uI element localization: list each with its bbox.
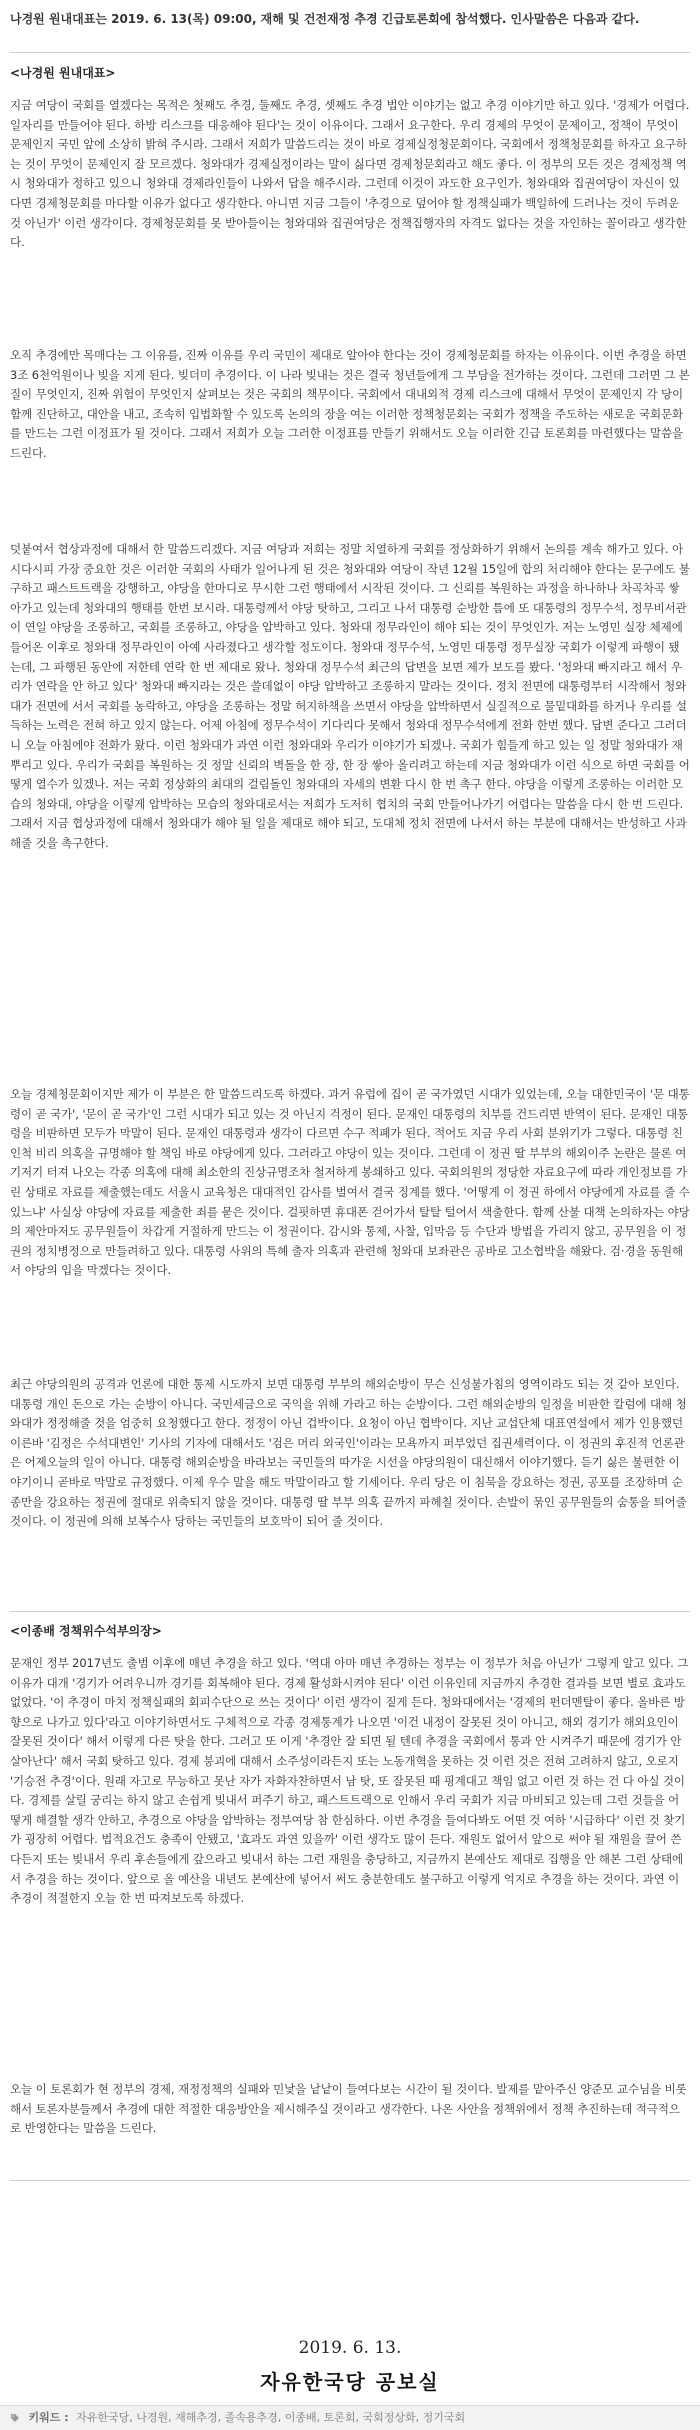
- speaker-heading-1: <나경원 원내대표>: [10, 66, 116, 80]
- divider: [10, 1611, 690, 1612]
- divider: [10, 52, 690, 53]
- lead-paragraph: 나경원 원내대표는 2019. 6. 13(목) 09:00, 재해 및 건전재정 추경 긴급토론회에 참석했다. 인사말씀은 다음과 같다.: [10, 12, 640, 26]
- speech-paragraph: 문재인 정부 2017년도 출범 이후에 매년 추경을 하고 있다. '역대 아마 매년 추경하는 정부는 이 정부가 처음 아닌가' 그렇게 알고 있다. 그 이유가 대개 '경기가 어려우니까 경기를 회복해야 된다. 경제 활성화시켜야 된다' 이런 이유인데 지금까지 추경한 결과를 보면 별로 효과도 없었다. '이 추경이 마치 정책실패의 회피수단으로 쓰는 것이다' 이런 생각이 짙게 든다. 청와대에서는 '경제의 펀더멘탈이 좋다. 올바른 방향으로 나가고 있다'라고 이야기하면서도 구체적으로 각종 경제통계가 나오면 '이건 내정이 잘못된 것이 아니고, 해외 경기가 해외요인이 잘못된 것이다' 해서 이렇게 다른 탓을 한다. 그러고 또 이게 '추경안 잘 되면 될 텐데 추경을 국회에서 통과 안 시켜주기 때문에 경기가 안 살아난다' 해서 국회 탓하고 있다. 경제 붕괴에 대해서 소주성이라든지 또는 노동개혁을 못하는 것 이런 것은 전혀 고려하지 않고, 오로지 '기승전 추경'이다. 원래 자고로 무능하고 못난 자가 자화자찬하면서 남 탓, 또 잘못된 때 핑계대고 책임 없고 이런 것 하는 건 다 아실 것이다. 경제를 살릴 궁리는 하지 않고 손쉽게 빚내서 퍼주기 하고, 패스트트랙으로 인해서 우리 국회가 지금 마비되고 있는데 그런 것들을 어떻게 해결할 생각 안하고, 추경으로 야당을 압박하는 정부여당 참 한심하다. 이번 추경을 들여다봐도 어떤 것 여하 '시급하다' 이런 것 찾기가 굉장히 어렵다. 법적요건도 충족이 안됐고, '효과도 과연 있을까' 이런 생각도 많이 든다. 재원도 없어서 앞으로 써야 될 재원을 끌어 쓴다든지 또는 빚내서 우리 후손들에게 갚으라고 빚내서 하는 그런 재원을 충당하고, 지금까지 본예산도 제대로 집행을 안 해본 그런 상태에서 추경을 하는 것이다. 앞으로 올 예산을 내년도 본예산에 넣어서 써도 충분한데도 불구하고 이렇게 억지로 추경을 하는 것이다. 과연 이 추경이 적절한지 오늘 한 번 따져보도록 하겠다.: [10, 1656, 689, 1906]
- keyword-bar: [0, 2405, 700, 2430]
- keyword-list[interactable]: 자유한국당, 나경원, 재해추경, 졸속용추경, 이종배, 토론회, 국회정상화, 정기국회: [76, 2411, 466, 2424]
- issuing-organization: 자유한국당 공보실: [260, 2370, 440, 2394]
- divider: [10, 2180, 690, 2181]
- speech-paragraph: 최근 야당의원의 공격과 언론에 대한 통제 시도까지 보면 대통령 부부의 해외순방이 무슨 신성불가침의 영역이라도 되는 것 같아 보인다. 대통령 개인 돈으로 가는 순방이 아니다. 국민세금으로 국익을 위해 가라고 하는 순방이다. 그런 해외순방의 일정을 비판한 칼럼에 대해 청와대가 정정해줄 것을 엄중히 요청했다고 한다. 정정이 아닌 겁박이다. 요청이 아닌 협박이다. 지난 교섭단체 대표연설에서 제가 인용했던 이른바 '김정은 수석대변인' 기사의 기자에 대해서도 '검은 머리 외국인'이라는 모욕까지 퍼부었던 집권세력이다. 이 정권의 후진적 언론관은 어제오늘의 일이 아니다. 대통령 해외순방을 바라보는 국민들의 따가운 시선을 야당의원이 대신해서 이야기했다. 듣기 싫은 불편한 이야기이니 곧바로 막말로 규정했다. 이제 우수 말을 해도 막말이라고 할 기세이다. 우리 당은 이 침묵을 강요하는 정권, 공포를 조장하며 순종만을 강요하는 정권에 절대로 위축되지 않을 것이다. 대통령 딸 부부 의혹 끝까지 파헤칠 것이다. 손발이 묶인 공무원들의 숨통을 틔어줄 것이다. 이 정권에 의해 보복수사 당하는 국민들의 보호막이 되어 줄 것이다.: [10, 1377, 687, 1529]
- keyword-label: 키워드 :: [28, 2411, 69, 2424]
- speech-paragraph: 오직 추경에만 목매다는 그 이유를, 진짜 이유를 우리 국민이 제대로 알아야 한다는 것이 경제청문회를 하자는 이유이다. 이번 추경을 하면 3조 6천억원이나 빚을 지게 된다. 빚더미 추경이다. 이 나라 빚내는 것은 결국 청년들에게 그 부담을 전가하는 것이다. 그런데 그러면 그 본질이 무엇인지, 진짜 위험이 무엇인지 살펴보는 것은 국회의 책무이다. 국회에서 대내외적 경제 리스크에 대해서 무엇이 문제인지 각 당이 함께 진단하고, 대안을 내고, 조속히 입법화할 수 있도록 논의의 장을 여는 이러한 정책청문회는 국회가 정책을 주도하는 새로운 국회문화를 만드는 그런 이정표가 될 것이다. 그래서 저희가 오늘 그러한 이정표를 만들기 위해서도 오늘 이러한 긴급 토론회를 마련했다는 말씀을 드린다.: [10, 348, 690, 460]
- speech-paragraph: 덧붙여서 협상과정에 대해서 한 말씀드리겠다. 지금 여당과 저희는 정말 치열하게 국회를 정상화하기 위해서 논의를 계속 해가고 있다. 아시다시피 가장 중요한 것은 이러한 국회의 사태가 일어나게 된 것은 청와대와 여당이 작년 12월 15일에 합의 처리해야 한다는 문구에도 불구하고 패스트트랙을 강행하고, 야당을 한마디로 무시한 그런 행태에서 시작된 것이다. 그 신뢰를 복원하는 과정을 하나하나 차곡차곡 쌓아가고 있는데 청와대의 행태를 한번 보시라. 대통령께서 야당 탓하고, 그리고 나서 대통령 순방한 틈에 또 대통령의 정무수석, 정무비서관이 연일 야당을 조롱하고, 국회를 조롱하고, 야당을 압박하고 있다. 청와대 정무라인이 해야 되는 것이 무엇인가. 저는 노영민 실장 체제에 들어온 이후로 청와대 정무라인이 아예 사라졌다고 생각할 정도이다. 청와대 정무수석, 노영민 대통령 정무실장 국회가 이렇게 파행이 됐는데, 그 파행된 동안에 저한테 연락 한 번 제대로 왔나. 청와대 정무수석 최근의 답변을 보면 제가 보도를 봤다. '청와대 빠지라고 해서 우리가 연락을 안 하고 있다' 청와대 빠지라는 것은 쓸데없이 야당 압박하고 조롱하지 말라는 것이다. 정치 전면에 대통령부터 시작해서 청와대가 전면에 서서 국회를 농락하고, 야당을 조롱하는 정말 허지하책을 쓰면서 야당을 압박하면서 실질적으로 물밑대화를 하거나 우리를 설득하는 노력은 전혀 하고 있지 않는다. 어제 아침에 정무수석이 기다리다 못해서 청와대 정무수석에게 전화 한번 했다. 답변 준다고 그러더니 오늘 아침에야 전화가 왔다. 이런 청와대가 과연 이런 청와대와 우리가 이야기가 되겠나. 국회가 힘들게 하고 있는 일 정말 청와대가 재 뿌리고 있다. 우리가 국회를 복원하는 것 정말 신뢰의 벽돌을 한 장, 한 장 쌓아 올리려고 하는데 지금 청와대가 이런 식으로 하면 국회를 어떻게 열수가 있겠나. 저는 국회 정상화의 최대의 걸림돌인 청와대의 자세의 변환 다시 한 번 촉구 한다. 야당을 이렇게 조롱하는 이러한 모습의 청와대, 야당을 이렇게 압박하는 모습의 청와대로서는 저희가 도저히 협치의 국회 만들어나가기 어렵다는 말씀을 다시 한 번 드린다. 그래서 지금 협상과정에 대해서 청와대가 해야 될 일을 제대로 해야 되고, 도대체 정치 전면에 나서서 하는 부분에 대해서는 반성하고 사과해줄 것을 촉구한다.: [10, 542, 690, 850]
- speaker-heading-2: <이종배 정책위수석부의장>: [10, 1624, 162, 1638]
- release-date: 2019. 6. 13.: [298, 2338, 402, 2358]
- tag-icon: [10, 2413, 20, 2423]
- speech-paragraph: 오늘 경제청문회이지만 제가 이 부분은 한 말씀드리도록 하겠다. 과거 유럽에 집이 곧 국가였던 시대가 있었는데, 오늘 대한민국이 '문 대통령이 곧 국가', '문이 곧 국가'인 그런 시대가 되고 있는 것 아닌지 걱정이 된다. 문재인 대통령의 치부를 건드리면 반역이 된다. 문재인 대통령을 비판하면 모두가 막말이 된다. 문재인 대통령과 생각이 다르면 수구 적폐가 된다. 적어도 지금 우리 사회 분위기가 그렇다. 대통령 친인척 비리 의혹을 규명해야 할 책임 바로 야당에게 있다. 그러라고 야당이 있는 것이다. 그런데 이 정권 딸 부부의 해외이주 논란은 물론 여기저기 터져 나오는 각종 의혹에 대해 최소한의 진상규명조차 철저하게 봉쇄하고 있다. 국회의원의 정당한 자료요구에 따라 개인정보를 가린 상태로 자료를 제출했는데도 서울시 교육청은 대대적인 감사를 벌여서 결국 징계를 했다. '어떻게 이 정권 하에서 야당에게 자료를 줄 수 있느냐' 사실상 야당에 자료를 제출한 죄를 묻은 것이다. 걸핏하면 휴대폰 걷어가서 탈탈 털어서 색출한다. 함께 산불 대책 논의하자는 야당의 제안마저도 공무원들이 차갑게 거절하게 만드는 이 정권이다. 감시와 통제, 사찰, 입막음 등 수단과 방법을 가리지 않고, 공무원을 이 정권의 정치병정으로 만들려하고 있다. 대통령 사위의 특혜 출자 의혹과 관련해 청와대 보좌관은 공바로 고소협박을 해왔다. 검·경을 동원해서 야당의 입을 막겠다는 것이다.: [10, 1087, 690, 1278]
- speech-paragraph: 오늘 이 토론회가 현 정부의 경제, 재정정책의 실패와 민낯을 낱낱이 들여다보는 시간이 될 것이다. 발제를 맡아주신 양준모 교수님을 비롯해서 토론자분들께서 추경에 대한 적절한 대응방안을 제시해주실 것이라고 생각한다. 나온 사안을 정책위에서 정책 추진하는데 적극적으로 반영한다는 말씀을 드린다.: [10, 2082, 687, 2136]
- speech-paragraph: 지금 여당이 국회를 열겠다는 목적은 첫째도 추경, 둘째도 추경, 셋째도 추경 법안 이야기는 없고 추경 이야기만 하고 있다. '경제가 어렵다. 일자리를 만들어야 된다. 하방 리스크를 대응해야 된다'는 것이 이유이다. 그래서 요구한다. 우리 경제의 무엇이 문제이고, 정책이 무엇이 문제인지 국민 앞에 소상히 밝혀 주시라. 그래서 저희가 말씀드리는 것이 바로 경제실정청문회이다. 국회에서 정책청문회를 하자고 요구하는 것이 무엇이 문제인지 잘 모르겠다. 청와대가 경제실정이라는 말이 싫다면 경제청문회라고 해도 좋다. 이 정부의 모든 것은 경제정책 역시 청와대가 정하고 있으니 청와대 경제라인들이 나와서 답을 해주시라. 그런데 이것이 과도한 요구인가. 청와대와 집권여당이 자신이 있다면 경제청문회를 마다할 이유가 없다고 생각한다. 아니면 지금 그들이 '추경으로 덮어야 할 정책실패가 백일하에 드러나는 것이 두려운 것 아닌가' 이런 생각이다. 경제청문회를 못 받아들이는 청와대와 집권여당은 정책집행자의 자격도 없다는 것을 자인하는 꼴이라고 생각한다.: [10, 98, 690, 250]
